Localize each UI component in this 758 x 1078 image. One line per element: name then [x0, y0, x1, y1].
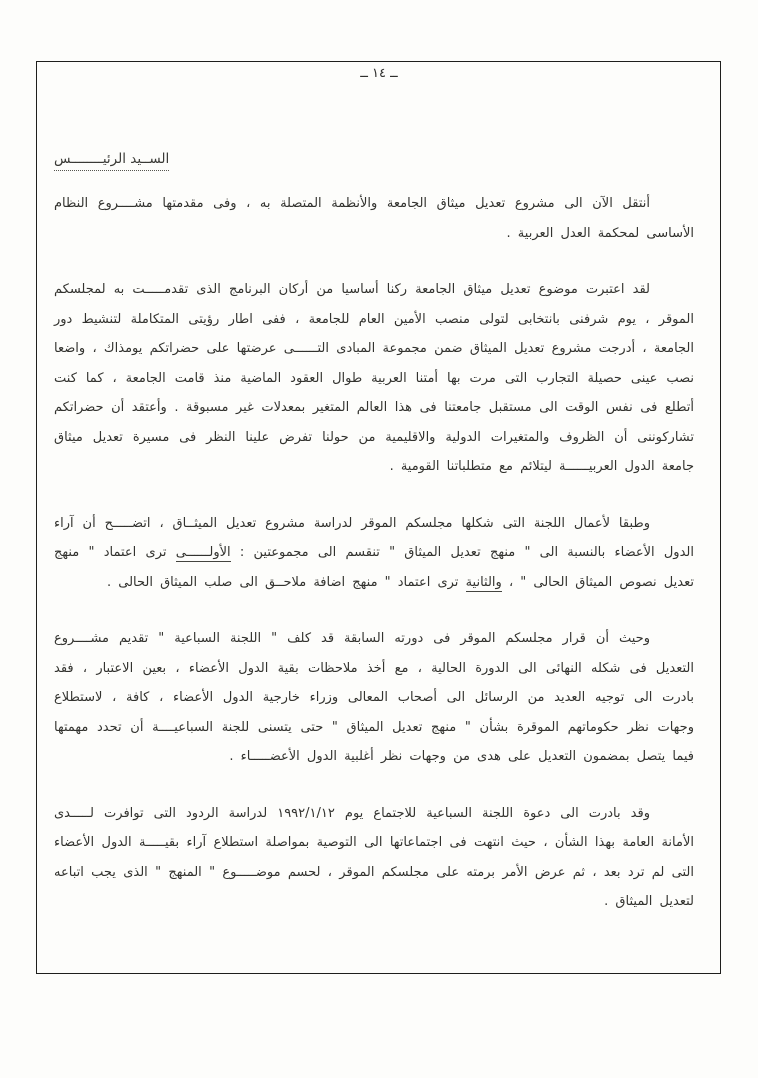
underlined-term-first-group: الأولــــــى	[175, 545, 231, 560]
paragraph-2: لقد اعتبرت موضوع تعديل ميثاق الجامعة ركنا أساسيا من أركان البرنامج الذى تقدمـــــت به لمجلسكم الموقر ، يوم شرفنى بانتخابى لتولى منصب الأمين العام للجامعة ، ففى اطار رؤيتى المتكاملة لتنشيط دور الجامعة ، أدرجت مشروع تعديل الميثاق ضمن مجموعة المبادى التــــــى عرضتها على حضراتكم يومذاك ، واضعا نصب عينى حصيلة التجارب التى مرت بها أمتنا العربية طوال العقود الماضية منذ قامت الجامعة ، كما كنت أتطلع فى نفس الوقت الى مستقبل جامعتنا فى هذا العالم المتغير بمعدلات غير مسبوقة . وأعتقد أن حضراتكم تشاركوننى أن الظروف والمتغيرات الدولية والاقليمية من حولنا تفرض علينا النظر فى مسيرة تعديل ميثاق جامعة الدول العربيــــــة ليتلائم مع متطلباتنا القومية .	[54, 282, 694, 474]
salutation-row	[54, 148, 694, 171]
underlined-term-second-group: والثانية	[465, 574, 502, 590]
paragraph-3	[54, 509, 694, 598]
paragraph-4: وحيث أن قرار مجلسكم الموقر فى دورته السابقة قد كلف " اللجنة السباعية " تقديم مشــــروع التعديل فى شكله النهائى الى الدورة الحالية ، مع أخذ ملاحظات بقية الدول الأعضاء ، بعين الاعتبار ، فقد بادرت الى توجيه العديد من الرسائل الى أصحاب المعالى وزراء خارجية الدول الأعضاء ، كافة ، لاستطلاع وجهات نظر حكوماتهم الموقرة بشأن " منهج تعديل الميثاق " حتى يتسنى للجنة السباعيــــة أن تحدد مهمتها فيما يتصل بمضمون التعديل على هدى من وجهات نظر أغلبية الدول الأعضـــــاء .	[54, 631, 694, 764]
paragraph-1: أنتقل الآن الى مشروع تعديل ميثاق الجامعة والأنظمة المتصلة به ، وفى مقدمتها مشــــروع النظام الأساسى لمحكمة العدل العربية .	[54, 196, 694, 241]
paragraph-5: وقد بادرت الى دعوة اللجنة السباعية للاجتماع يوم ١٩٩٢/١/١٢ لدراسة الردود التى توافرت لـــــدى الأمانة العامة بهذا الشأن ، حيث انتهت فى اجتماعاتها الى التوصية بمواصلة استطلاع آراء بقيـــــة الدول الأعضاء التى لم ترد بعد ، ثم عرض الأمر برمته على مجلسكم الموقر ، لحسم موضـــــوع " المنهج " الذى يجب اتباعه لتعديل الميثاق .	[54, 805, 694, 909]
page-content	[54, 148, 694, 917]
page-number: ــ ١٤ ــ	[360, 66, 398, 81]
paragraph-3-segment-a: وطبقا لأعمال اللجنة التى شكلها مجلسكم الموقر لدراسة مشروع تعديل الميثــاق ، اتضـــــح أن آراء الدول الأعضاء بالنسبة الى " منهج تعديل الميثاق " تنقسم الى مجموعتين :	[54, 515, 694, 560]
paragraph-3-segment-b: ترى اعتماد " منهج تعديل نصوص الميثاق الحالى " ،	[54, 545, 694, 590]
salutation: الســيد الرئيــــــــس	[54, 151, 169, 171]
paragraph-3-segment-c: ترى اعتماد " منهج اضافة ملاحــق الى صلب الميثاق الحالى .	[106, 574, 466, 590]
